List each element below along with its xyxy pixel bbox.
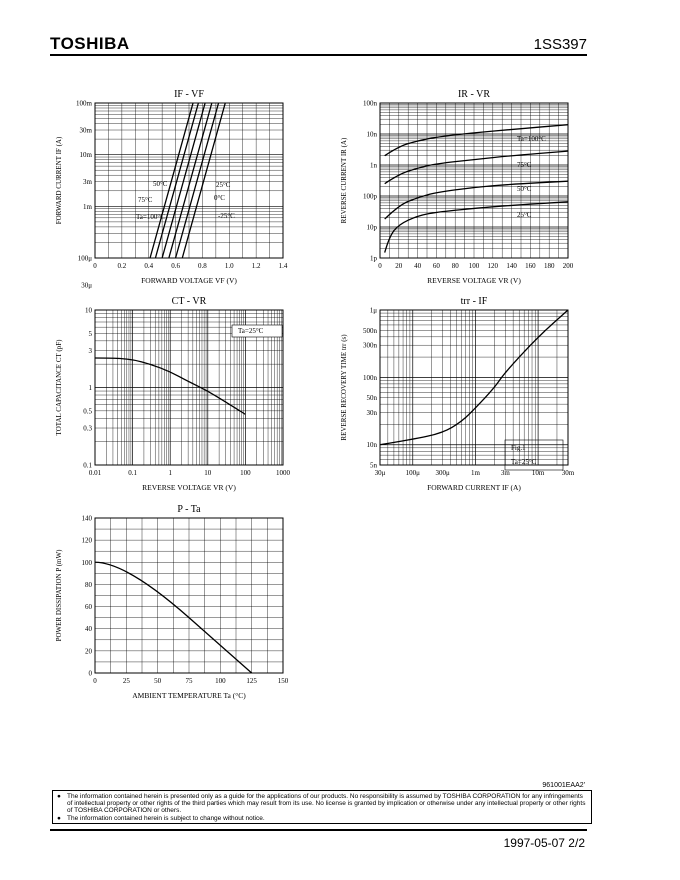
annotation-label: 75°C <box>517 161 532 169</box>
chart-p-ta <box>40 500 310 705</box>
y-tick-label: 10n <box>366 441 377 450</box>
x-axis-label: REVERSE VOLTAGE VR (V) <box>142 483 236 492</box>
header-rule <box>50 54 587 56</box>
x-tick-label: 10 <box>204 469 212 477</box>
x-tick-label: 100 <box>215 677 226 685</box>
annotation-label: 50°C <box>153 180 168 188</box>
x-tick-label: 0.1 <box>128 469 137 477</box>
annotation-label: 50°C <box>517 185 532 193</box>
y-tick-label: 10m <box>79 151 92 160</box>
notice-item <box>57 815 587 822</box>
y-tick-label: 100m <box>76 99 92 108</box>
series-line <box>385 151 568 184</box>
x-tick-label: 60 <box>432 262 440 270</box>
chart-ct-vr <box>40 292 310 497</box>
x-tick-label: 100μ <box>405 469 420 477</box>
annotation-label: 75°C <box>138 196 153 204</box>
y-tick-label: 40 <box>85 625 92 634</box>
annotation-label: Fig.1 <box>511 444 526 452</box>
y-tick-label: 1 <box>88 384 92 392</box>
x-tick-label: 120 <box>487 262 499 270</box>
plot-frame <box>380 310 568 465</box>
part-number: 1SS397 <box>533 36 587 53</box>
y-tick-label: 0.5 <box>83 407 92 416</box>
x-tick-label: 100 <box>468 262 480 270</box>
y-tick-label: 5n <box>370 461 377 470</box>
y-tick-label: 30n <box>366 409 377 418</box>
x-tick-label: 1m <box>470 469 480 477</box>
notice-item <box>57 793 587 815</box>
x-tick-label: 0.01 <box>88 469 102 477</box>
y-tick-label: 10 <box>85 306 92 315</box>
y-tick-label: 20 <box>85 647 92 656</box>
x-tick-label: 20 <box>395 262 403 270</box>
y-tick-label: 100n <box>363 373 377 382</box>
y-tick-label: 1p <box>370 254 377 263</box>
x-tick-label: 0.8 <box>198 262 207 270</box>
y-tick-label: 3m <box>83 178 92 187</box>
x-tick-label: 80 <box>451 262 459 270</box>
y-tick-label: 500n <box>363 326 377 335</box>
x-tick-label: 1000 <box>276 469 290 477</box>
y-tick-label: 30m <box>79 126 92 135</box>
x-tick-label: 125 <box>246 677 257 685</box>
annotation-label: Ta=100°C <box>136 213 165 221</box>
annotation-label: Ta=25°C <box>511 458 537 466</box>
x-tick-label: 200 <box>562 262 574 270</box>
x-tick-label: 0.6 <box>171 262 180 270</box>
y-tick-label: 3 <box>88 347 92 356</box>
series-line <box>385 181 568 219</box>
x-tick-label: 180 <box>543 262 555 270</box>
chart-title: P - Ta <box>177 504 201 515</box>
x-tick-label: 0.2 <box>117 262 127 270</box>
series-line <box>162 103 205 258</box>
annotation-label: 0°C <box>214 194 225 202</box>
y-tick-label: 5 <box>88 329 92 338</box>
x-tick-label: 40 <box>414 262 422 270</box>
x-axis-label: FORWARD CURRENT IF (A) <box>427 483 521 492</box>
x-tick-label: 0 <box>378 262 382 270</box>
doc-code: 961001EAA2' <box>542 782 585 789</box>
chart-title: trr - IF <box>460 296 488 307</box>
chart-trr-if <box>325 292 595 497</box>
y-tick-label: 0.3 <box>83 424 92 433</box>
x-tick-label: 30m <box>561 469 575 477</box>
x-tick-label: 150 <box>277 677 289 685</box>
x-tick-label: 0 <box>93 677 97 685</box>
x-axis-label: FORWARD VOLTAGE VF (V) <box>141 276 237 285</box>
bullet-icon: ● <box>57 793 61 800</box>
y-tick-label: 120 <box>81 536 92 545</box>
chart-if-vf <box>40 85 310 290</box>
y-tick-label: 60 <box>85 603 92 612</box>
chart-ir-vr <box>325 85 595 290</box>
x-tick-label: 25 <box>122 677 130 685</box>
x-tick-label: 1.2 <box>251 262 261 270</box>
notice-text: The information contained herein is presented only as a guide for the applications of our products. No responsibility is assumed by TOSHIBA CORPORATION for any infringements of intellectual property or other rights of the third parties which may result from its use. No license is granted by implication or otherwise under any intellectual property or other rights of TOSHIBA CORPORATION or others. <box>67 793 586 815</box>
series-line <box>176 103 219 258</box>
y-axis-label: TOTAL CAPACITANCE CT (pF) <box>55 339 63 436</box>
x-tick-label: 160 <box>525 262 536 270</box>
y-axis-label: REVERSE RECOVERY TIME trr (s) <box>340 334 348 441</box>
x-tick-label: 30μ <box>374 469 386 477</box>
notice-text: The information contained herein is subject to change without notice. <box>67 814 265 822</box>
x-tick-label: 75 <box>185 677 193 685</box>
annotation-label: Ta=100°C <box>517 135 546 143</box>
y-tick-label: 100p <box>363 192 377 201</box>
y-tick-label: 1μ <box>369 306 377 315</box>
bullet-icon: ● <box>57 814 61 822</box>
chart-title: IF - VF <box>174 89 204 100</box>
notice-box <box>52 790 592 824</box>
x-tick-label: 10m <box>531 469 545 477</box>
x-tick-label: 1 <box>168 469 172 477</box>
y-tick-label: 30μ <box>81 281 92 290</box>
annotation-label: 25°C <box>216 181 231 189</box>
date-page: 1997-05-07 2/2 <box>503 836 585 850</box>
x-tick-label: 140 <box>506 262 517 270</box>
x-tick-label: 3m <box>500 469 510 477</box>
x-axis-label: REVERSE VOLTAGE VR (V) <box>427 276 521 285</box>
y-tick-label: 100 <box>81 558 92 567</box>
series-line <box>169 103 212 258</box>
y-tick-label: 50n <box>366 394 377 403</box>
y-axis-label: FORWARD CURRENT IF (A) <box>55 136 63 225</box>
y-tick-label: 0.1 <box>83 461 92 470</box>
x-tick-label: 0.4 <box>144 262 154 270</box>
brand-logo: TOSHIBA <box>50 34 130 53</box>
y-tick-label: 80 <box>85 580 92 589</box>
x-tick-label: 100 <box>240 469 251 477</box>
chart-title: CT - VR <box>171 296 207 307</box>
y-tick-label: 1m <box>83 202 92 211</box>
y-tick-label: 140 <box>81 514 92 523</box>
x-tick-label: 0 <box>93 262 97 270</box>
chart-title: IR - VR <box>457 89 491 100</box>
annotation-label: 25°C <box>517 211 532 219</box>
y-axis-label: REVERSE CURRENT IR (A) <box>340 137 348 224</box>
y-tick-label: 100n <box>363 99 377 108</box>
y-tick-label: 300n <box>363 341 377 350</box>
annotation-label: -25°C <box>218 212 235 220</box>
x-axis-label: AMBIENT TEMPERATURE Ta (°C) <box>132 691 246 700</box>
x-tick-label: 50 <box>154 677 162 685</box>
y-tick-label: 1n <box>370 161 377 170</box>
y-tick-label: 0 <box>88 669 92 678</box>
footer-rule <box>50 829 587 831</box>
y-tick-label: 10p <box>366 223 377 232</box>
y-axis-label: POWER DISSIPATION P (mW) <box>55 549 63 642</box>
x-tick-label: 1.0 <box>224 262 234 270</box>
x-tick-label: 300μ <box>435 469 450 477</box>
annotation-label: Ta=25°C <box>238 327 264 335</box>
x-tick-label: 1.4 <box>278 262 288 270</box>
y-tick-label: 100μ <box>77 254 92 263</box>
y-tick-label: 10n <box>366 130 377 139</box>
